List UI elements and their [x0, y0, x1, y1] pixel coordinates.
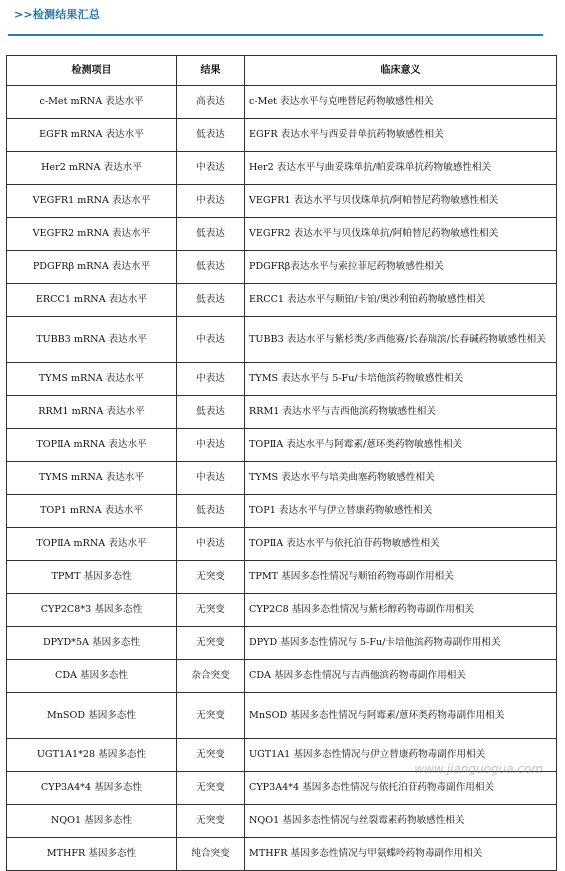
cell-meaning: Her2 表达水平与曲妥珠单抗/帕妥珠单抗药物敏感性相关: [245, 152, 557, 185]
table-row: [7, 772, 557, 805]
cell-result: 无突变: [177, 627, 245, 660]
table-row: [7, 429, 557, 462]
cell-result: 低表达: [177, 251, 245, 284]
cell-meaning: VEGFR1 表达水平与贝伐珠单抗/阿帕替尼药物敏感性相关: [245, 185, 557, 218]
cell-result: 无突变: [177, 561, 245, 594]
cell-item: TUBB3 mRNA 表达水平: [7, 317, 177, 363]
title-divider: [8, 34, 543, 36]
cell-result: 无突变: [177, 805, 245, 838]
results-table: [6, 55, 557, 871]
table-row: [7, 363, 557, 396]
table-row: [7, 594, 557, 627]
header-meaning: 临床意义: [245, 56, 557, 86]
cell-item: PDGFRβ mRNA 表达水平: [7, 251, 177, 284]
table-row: [7, 185, 557, 218]
cell-item: Her2 mRNA 表达水平: [7, 152, 177, 185]
cell-meaning: TOPⅡA 表达水平与依托泊苷药物敏感性相关: [245, 528, 557, 561]
cell-result: 中表达: [177, 462, 245, 495]
cell-item: VEGFR1 mRNA 表达水平: [7, 185, 177, 218]
table-row: [7, 495, 557, 528]
cell-meaning: VEGFR2 表达水平与贝伐珠单抗/阿帕替尼药物敏感性相关: [245, 218, 557, 251]
table-row: [7, 528, 557, 561]
cell-meaning: TOPⅡA 表达水平与阿霉素/蒽环类药物敏感性相关: [245, 429, 557, 462]
cell-meaning: RRM1 表达水平与吉西他滨药物敏感性相关: [245, 396, 557, 429]
cell-result: 中表达: [177, 528, 245, 561]
table-row: [7, 284, 557, 317]
cell-meaning: CYP2C8 基因多态性情况与紫杉醇药物毒副作用相关: [245, 594, 557, 627]
cell-result: 中表达: [177, 429, 245, 462]
cell-item: TPMT 基因多态性: [7, 561, 177, 594]
cell-meaning: TYMS 表达水平与 5-Fu/卡培他滨药物敏感性相关: [245, 363, 557, 396]
table-row: [7, 660, 557, 693]
cell-result: 中表达: [177, 152, 245, 185]
cell-result: 中表达: [177, 185, 245, 218]
cell-item: UGT1A1*28 基因多态性: [7, 739, 177, 772]
cell-meaning: TPMT 基因多态性情况与顺铂药物毒副作用相关: [245, 561, 557, 594]
cell-result: 高表达: [177, 86, 245, 119]
table-row: [7, 119, 557, 152]
cell-result: 无突变: [177, 739, 245, 772]
cell-result: 低表达: [177, 396, 245, 429]
cell-item: DPYD*5A 基因多态性: [7, 627, 177, 660]
cell-item: CYP2C8*3 基因多态性: [7, 594, 177, 627]
table-row: [7, 251, 557, 284]
table-row: [7, 627, 557, 660]
cell-meaning: c-Met 表达水平与克唑替尼药物敏感性相关: [245, 86, 557, 119]
cell-meaning: TUBB3 表达水平与紫杉类/多西他赛/长春瑞滨/长春碱药物敏感性相关: [245, 317, 557, 363]
cell-result: 中表达: [177, 317, 245, 363]
table-header-row: [7, 56, 557, 86]
cell-meaning: MnSOD 基因多态性情况与阿霉素/蒽环类药物毒副作用相关: [245, 693, 557, 739]
table-row: [7, 218, 557, 251]
cell-meaning: CYP3A4*4 基因多态性情况与依托泊苷药物毒副作用相关: [245, 772, 557, 805]
cell-item: EGFR mRNA 表达水平: [7, 119, 177, 152]
watermark: www.jianguogua.com: [414, 762, 543, 776]
cell-item: MnSOD 基因多态性: [7, 693, 177, 739]
table-row: [7, 152, 557, 185]
table-row: [7, 561, 557, 594]
cell-result: 无突变: [177, 772, 245, 805]
table-row: [7, 317, 557, 363]
cell-item: CYP3A4*4 基因多态性: [7, 772, 177, 805]
table-row: [7, 396, 557, 429]
table-row: [7, 838, 557, 871]
cell-item: VEGFR2 mRNA 表达水平: [7, 218, 177, 251]
cell-meaning: UGT1A1 基因多态性情况与伊立替康药物毒副作用相关: [245, 739, 557, 772]
cell-result: 纯合突变: [177, 838, 245, 871]
table-row: [7, 462, 557, 495]
cell-item: TYMS mRNA 表达水平: [7, 363, 177, 396]
cell-item: NQO1 基因多态性: [7, 805, 177, 838]
cell-item: c-Met mRNA 表达水平: [7, 86, 177, 119]
cell-result: 无突变: [177, 693, 245, 739]
cell-item: MTHFR 基因多态性: [7, 838, 177, 871]
section-title: >>检测结果汇总: [14, 8, 101, 21]
cell-meaning: DPYD 基因多态性情况与 5-Fu/卡培他滨药物毒副作用相关: [245, 627, 557, 660]
table-row: [7, 693, 557, 739]
cell-meaning: CDA 基因多态性情况与吉西他滨药物毒副作用相关: [245, 660, 557, 693]
cell-item: CDA 基因多态性: [7, 660, 177, 693]
cell-item: RRM1 mRNA 表达水平: [7, 396, 177, 429]
cell-meaning: ERCC1 表达水平与顺铂/卡铂/奥沙利铂药物敏感性相关: [245, 284, 557, 317]
table-row: [7, 805, 557, 838]
cell-result: 中表达: [177, 363, 245, 396]
cell-meaning: NQO1 基因多态性情况与丝裂霉素药物敏感性相关: [245, 805, 557, 838]
cell-meaning: EGFR 表达水平与西妥昔单抗药物敏感性相关: [245, 119, 557, 152]
table-body: [7, 86, 557, 871]
cell-item: TOP1 mRNA 表达水平: [7, 495, 177, 528]
header-result: 结果: [177, 56, 245, 86]
cell-result: 低表达: [177, 284, 245, 317]
cell-item: TYMS mRNA 表达水平: [7, 462, 177, 495]
cell-result: 低表达: [177, 119, 245, 152]
cell-item: TOPⅡA mRNA 表达水平: [7, 528, 177, 561]
cell-item: ERCC1 mRNA 表达水平: [7, 284, 177, 317]
cell-item: TOPⅡA mRNA 表达水平: [7, 429, 177, 462]
table-row: [7, 86, 557, 119]
cell-result: 杂合突变: [177, 660, 245, 693]
header-item: 检测项目: [7, 56, 177, 86]
cell-result: 低表达: [177, 495, 245, 528]
cell-result: 低表达: [177, 218, 245, 251]
cell-meaning: TYMS 表达水平与培美曲塞药物敏感性相关: [245, 462, 557, 495]
cell-meaning: PDGFRβ表达水平与索拉菲尼药物敏感性相关: [245, 251, 557, 284]
cell-meaning: MTHFR 基因多态性情况与甲氨蝶呤药物毒副作用相关: [245, 838, 557, 871]
cell-meaning: TOP1 表达水平与伊立替康药物敏感性相关: [245, 495, 557, 528]
cell-result: 无突变: [177, 594, 245, 627]
